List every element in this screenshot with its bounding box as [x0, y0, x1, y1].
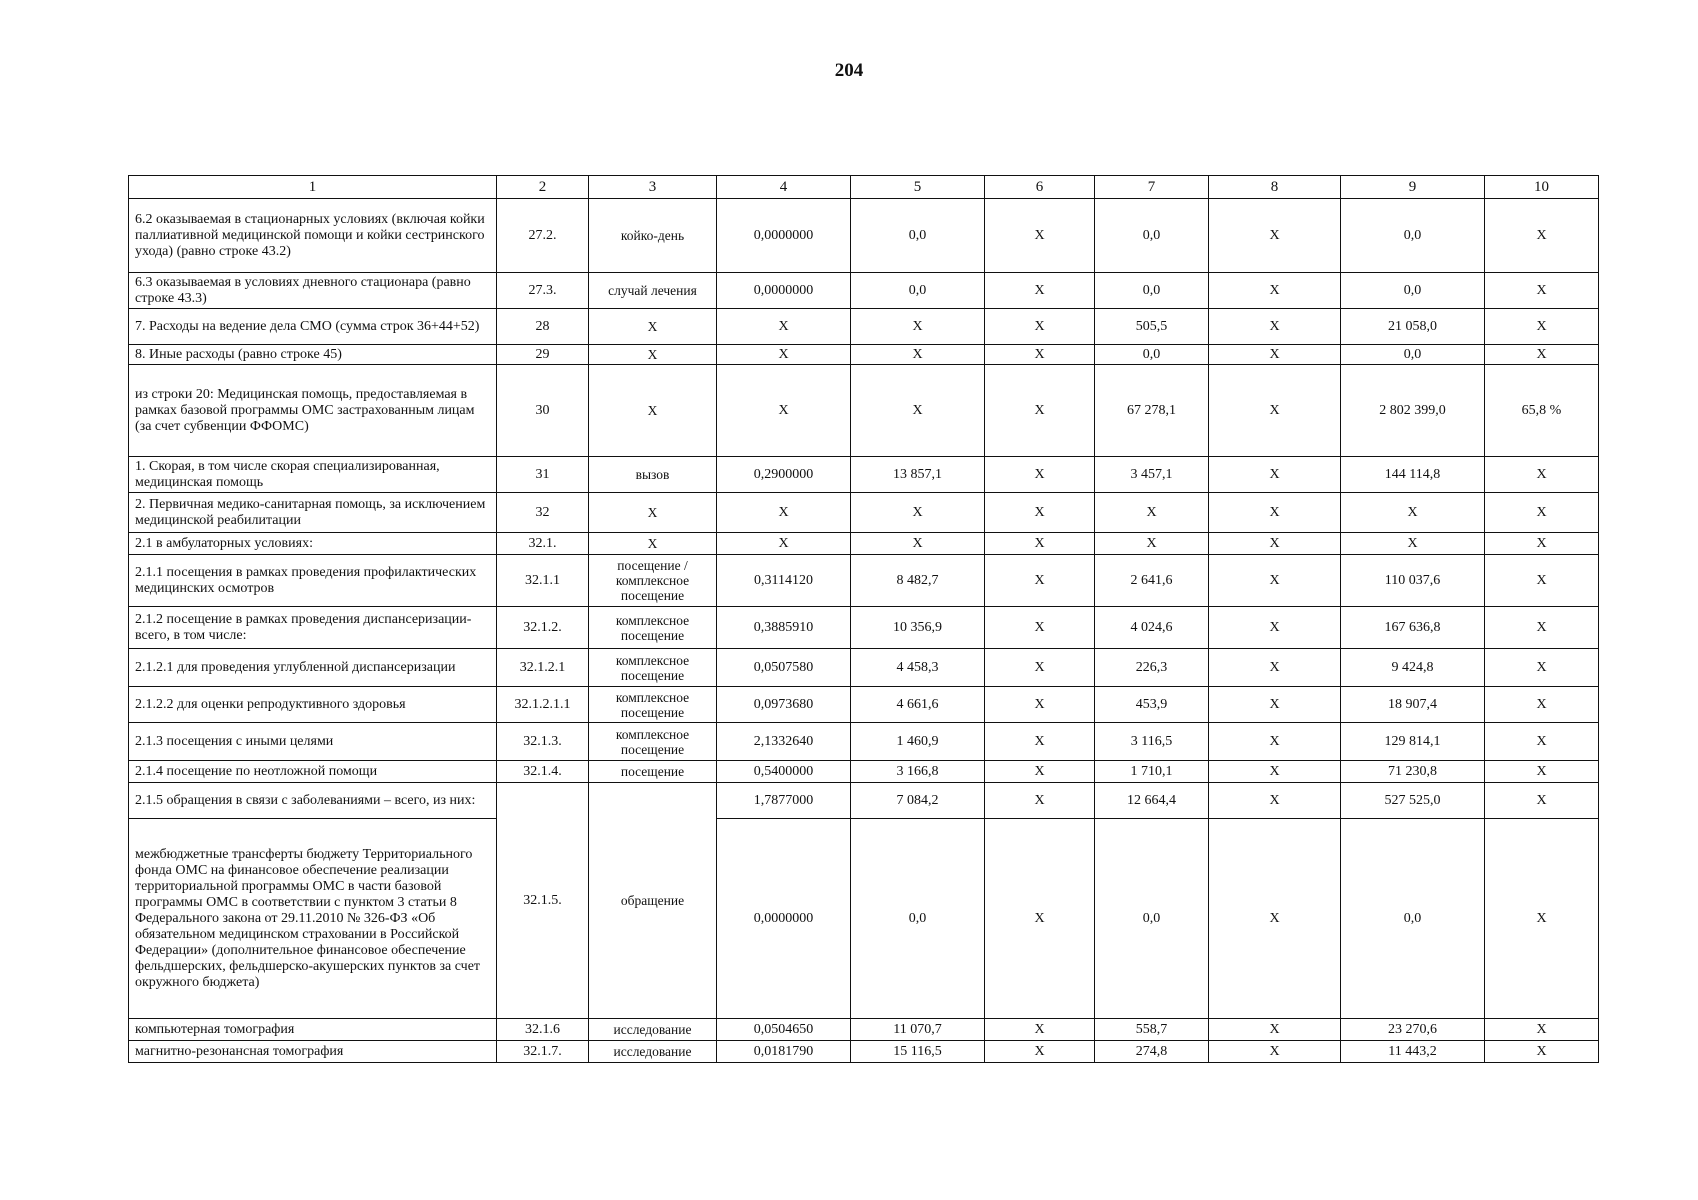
table-row — [129, 723, 1599, 761]
table-row — [129, 687, 1599, 723]
table-cell: 21 058,0 — [1341, 309, 1485, 345]
table-cell: 2.1.1 посещения в рамках проведения профилактических медицинских осмотров — [129, 555, 497, 607]
table-cell: X — [1209, 723, 1341, 761]
table-cell: 30 — [497, 365, 589, 457]
table-cell: X — [1341, 533, 1485, 555]
table-cell: X — [851, 309, 985, 345]
table-cell: комплексное посещение — [589, 723, 717, 761]
table-cell: X — [1209, 309, 1341, 345]
table-cell: X — [1209, 457, 1341, 493]
table-cell: 0,0 — [851, 273, 985, 309]
table-cell: 0,0 — [1341, 199, 1485, 273]
table-cell: X — [1209, 199, 1341, 273]
table-cell: 27.3. — [497, 273, 589, 309]
table-cell: X — [1485, 199, 1599, 273]
table-cell: X — [985, 819, 1095, 1019]
table-row — [129, 309, 1599, 345]
table-cell: магнитно-резонансная томография — [129, 1041, 497, 1063]
column-number: 2 — [497, 176, 589, 199]
table-cell: X — [589, 533, 717, 555]
table-cell: X — [985, 649, 1095, 687]
table-cell: X — [985, 345, 1095, 365]
table-cell: X — [1209, 273, 1341, 309]
table-cell: X — [717, 533, 851, 555]
table-cell: 0,0507580 — [717, 649, 851, 687]
table-cell: 0,2900000 — [717, 457, 851, 493]
table-cell: X — [985, 607, 1095, 649]
table-cell: X — [985, 199, 1095, 273]
table-cell: X — [1095, 493, 1209, 533]
table-row — [129, 555, 1599, 607]
table-cell: 32.1.3. — [497, 723, 589, 761]
table-cell: 2.1.3 посещения с иными целями — [129, 723, 497, 761]
table-cell: 2.1.2.2 для оценки репродуктивного здоровья — [129, 687, 497, 723]
table-cell: 0,3885910 — [717, 607, 851, 649]
table-cell: 1 710,1 — [1095, 761, 1209, 783]
table-cell: X — [1209, 783, 1341, 819]
table-cell: X — [1485, 273, 1599, 309]
table-cell: 2.1.4 посещение по неотложной помощи — [129, 761, 497, 783]
table-row — [129, 199, 1599, 273]
table-cell: 558,7 — [1095, 1019, 1209, 1041]
table-cell: 0,0 — [1095, 199, 1209, 273]
table-cell: 0,0973680 — [717, 687, 851, 723]
table-cell: межбюджетные трансферты бюджету Территориального фонда ОМС на финансовое обеспечение реализации территориальной программы ОМС в части базовой программы ОМС в соответствии с пунктом 3 статьи 8 Федерального закона от 29.11.2010 № 326-ФЗ «Об обязательном медицинском страховании в Российской Федерации» (дополнительное финансовое обеспечение фельдшерских, фельдшерско-акушерских пунктов за счет окружного бюджета) — [129, 819, 497, 1019]
table-cell: X — [985, 555, 1095, 607]
table-cell: 4 661,6 — [851, 687, 985, 723]
table-row — [129, 761, 1599, 783]
table-cell: 129 814,1 — [1341, 723, 1485, 761]
table-cell: обращение — [589, 783, 717, 1019]
table-cell: комплексное посещение — [589, 687, 717, 723]
table-row — [129, 533, 1599, 555]
table-cell: 6.3 оказываемая в условиях дневного стационара (равно строке 43.3) — [129, 273, 497, 309]
column-number: 7 — [1095, 176, 1209, 199]
table-cell: 0,0000000 — [717, 819, 851, 1019]
table-cell: компьютерная томография — [129, 1019, 497, 1041]
table-cell: 0,0 — [851, 819, 985, 1019]
table-cell: X — [1485, 761, 1599, 783]
table-cell: 23 270,6 — [1341, 1019, 1485, 1041]
table-cell: 28 — [497, 309, 589, 345]
table-cell: 7 084,2 — [851, 783, 985, 819]
table-cell: 2 641,6 — [1095, 555, 1209, 607]
table-cell: X — [851, 365, 985, 457]
table-cell: 7. Расходы на ведение дела СМО (сумма строк 36+44+52) — [129, 309, 497, 345]
table-cell: 67 278,1 — [1095, 365, 1209, 457]
table-cell: 0,0000000 — [717, 199, 851, 273]
table-cell: X — [1485, 457, 1599, 493]
table-cell: X — [1209, 493, 1341, 533]
table-cell: 8. Иные расходы (равно строке 45) — [129, 345, 497, 365]
table-cell: 0,3114120 — [717, 555, 851, 607]
table-cell: 527 525,0 — [1341, 783, 1485, 819]
table-cell: 0,5400000 — [717, 761, 851, 783]
table-row — [129, 493, 1599, 533]
table-cell: 3 457,1 — [1095, 457, 1209, 493]
table-cell: X — [985, 761, 1095, 783]
table-cell: X — [1485, 607, 1599, 649]
table-row — [129, 365, 1599, 457]
page-number: 204 — [834, 60, 864, 81]
table-cell: X — [1095, 533, 1209, 555]
table-cell: посещение — [589, 761, 717, 783]
table-cell: X — [589, 309, 717, 345]
table-cell: 18 907,4 — [1341, 687, 1485, 723]
table-cell: 453,9 — [1095, 687, 1209, 723]
column-number: 10 — [1485, 176, 1599, 199]
column-number: 1 — [129, 176, 497, 199]
table-cell: 32.1. — [497, 533, 589, 555]
table-cell: X — [1209, 533, 1341, 555]
table-cell: 0,0181790 — [717, 1041, 851, 1063]
table-cell: X — [851, 533, 985, 555]
table-cell: 9 424,8 — [1341, 649, 1485, 687]
table-cell: 32.1.5. — [497, 783, 589, 1019]
column-number: 3 — [589, 176, 717, 199]
table-cell: 1 460,9 — [851, 723, 985, 761]
table-cell: 2.1.2.1 для проведения углубленной диспансеризации — [129, 649, 497, 687]
table-cell: 274,8 — [1095, 1041, 1209, 1063]
table-cell: 0,0 — [1095, 273, 1209, 309]
table-cell: 27.2. — [497, 199, 589, 273]
table-cell: 4 458,3 — [851, 649, 985, 687]
table-cell: 31 — [497, 457, 589, 493]
table-cell: 10 356,9 — [851, 607, 985, 649]
table-cell: 144 114,8 — [1341, 457, 1485, 493]
table-cell: 1,7877000 — [717, 783, 851, 819]
table-row — [129, 273, 1599, 309]
table-row — [129, 1019, 1599, 1041]
table-cell: 32.1.7. — [497, 1041, 589, 1063]
table-cell: X — [985, 723, 1095, 761]
table-cell: койко-день — [589, 199, 717, 273]
table-cell: X — [589, 345, 717, 365]
table-cell: X — [1485, 649, 1599, 687]
table-cell: X — [851, 493, 985, 533]
table-cell: X — [985, 493, 1095, 533]
table-cell: X — [1485, 555, 1599, 607]
table-cell: X — [985, 1041, 1095, 1063]
column-number: 6 — [985, 176, 1095, 199]
table-cell: 226,3 — [1095, 649, 1209, 687]
table-cell: X — [1209, 345, 1341, 365]
table-cell: X — [1341, 493, 1485, 533]
column-number: 5 — [851, 176, 985, 199]
table-cell: 3 116,5 — [1095, 723, 1209, 761]
table-cell: X — [985, 1019, 1095, 1041]
column-number: 9 — [1341, 176, 1485, 199]
table-cell: 2 802 399,0 — [1341, 365, 1485, 457]
table-cell: X — [1209, 1041, 1341, 1063]
table-cell: посещение / комплексное посещение — [589, 555, 717, 607]
table-cell: 32.1.2.1.1 — [497, 687, 589, 723]
table-cell: 11 070,7 — [851, 1019, 985, 1041]
table-cell: 11 443,2 — [1341, 1041, 1485, 1063]
table-cell: X — [985, 687, 1095, 723]
table-cell: 0,0 — [1341, 273, 1485, 309]
table-row — [129, 819, 1599, 1019]
table-cell: 15 116,5 — [851, 1041, 985, 1063]
table-cell: 12 664,4 — [1095, 783, 1209, 819]
table-cell: 0,0000000 — [717, 273, 851, 309]
table-cell: 0,0 — [1341, 345, 1485, 365]
table-cell: 1. Скорая, в том числе скорая специализированная, медицинская помощь — [129, 457, 497, 493]
table-cell: исследование — [589, 1019, 717, 1041]
column-number-row — [129, 176, 1599, 199]
table-cell: 2.1.2 посещение в рамках проведения диспансеризации-всего, в том числе: — [129, 607, 497, 649]
table-cell: X — [1209, 649, 1341, 687]
table-cell: 32.1.4. — [497, 761, 589, 783]
table-cell: 2. Первичная медико-санитарная помощь, за исключением медицинской реабилитации — [129, 493, 497, 533]
table-cell: X — [1209, 761, 1341, 783]
table-cell: X — [985, 457, 1095, 493]
table-cell: 3 166,8 — [851, 761, 985, 783]
table-cell: X — [851, 345, 985, 365]
table-cell: 505,5 — [1095, 309, 1209, 345]
table-cell: комплексное посещение — [589, 649, 717, 687]
table-cell: 29 — [497, 345, 589, 365]
table-cell: X — [1209, 687, 1341, 723]
table-cell: X — [985, 533, 1095, 555]
table-cell: 2,1332640 — [717, 723, 851, 761]
table-cell: 32.1.2. — [497, 607, 589, 649]
table-cell: 0,0 — [1095, 345, 1209, 365]
table-cell: 71 230,8 — [1341, 761, 1485, 783]
table-cell: 8 482,7 — [851, 555, 985, 607]
table-cell: X — [1209, 607, 1341, 649]
table-cell: X — [589, 365, 717, 457]
table-cell: комплексное посещение — [589, 607, 717, 649]
table-cell: X — [985, 783, 1095, 819]
table-cell: X — [717, 309, 851, 345]
table-cell: 0,0 — [1341, 819, 1485, 1019]
table-cell: X — [985, 365, 1095, 457]
table-cell: из строки 20: Медицинская помощь, предоставляемая в рамках базовой программы ОМС застрахованным лицам (за счет субвенции ФФОМС) — [129, 365, 497, 457]
table-cell: X — [1485, 493, 1599, 533]
table-cell: 32.1.1 — [497, 555, 589, 607]
table-cell: 0,0504650 — [717, 1019, 851, 1041]
table-cell: 65,8 % — [1485, 365, 1599, 457]
table-cell: X — [1485, 309, 1599, 345]
table-row — [129, 345, 1599, 365]
table-cell: X — [589, 493, 717, 533]
table-cell: 13 857,1 — [851, 457, 985, 493]
table-cell: X — [1485, 533, 1599, 555]
data-table — [128, 175, 1599, 1063]
table-cell: 32.1.2.1 — [497, 649, 589, 687]
table-cell: X — [1485, 1041, 1599, 1063]
table-cell: 2.1 в амбулаторных условиях: — [129, 533, 497, 555]
table-row — [129, 457, 1599, 493]
table-cell: 32.1.6 — [497, 1019, 589, 1041]
table-cell: X — [1485, 819, 1599, 1019]
table-cell: X — [1209, 555, 1341, 607]
table-cell: 110 037,6 — [1341, 555, 1485, 607]
table-cell: X — [985, 273, 1095, 309]
table-cell: 32 — [497, 493, 589, 533]
table-cell: X — [717, 365, 851, 457]
table-cell: 2.1.5 обращения в связи с заболеваниями – всего, из них: — [129, 783, 497, 819]
table-cell: случай лечения — [589, 273, 717, 309]
table-cell: 0,0 — [1095, 819, 1209, 1019]
table-cell: X — [1485, 783, 1599, 819]
table-cell: вызов — [589, 457, 717, 493]
table-cell: X — [1485, 723, 1599, 761]
column-number: 8 — [1209, 176, 1341, 199]
table-cell: X — [1485, 345, 1599, 365]
table-cell: X — [1485, 1019, 1599, 1041]
column-number: 4 — [717, 176, 851, 199]
table-cell: X — [717, 345, 851, 365]
table-cell: 0,0 — [851, 199, 985, 273]
table-row — [129, 607, 1599, 649]
table-rows — [129, 199, 1599, 1063]
table-cell: 6.2 оказываемая в стационарных условиях (включая койки паллиативной медицинской помощи и койки сестринского ухода) (равно строке 43.2) — [129, 199, 497, 273]
table-cell: X — [1485, 687, 1599, 723]
table-cell: X — [1209, 819, 1341, 1019]
table-cell: X — [717, 493, 851, 533]
table-cell: 4 024,6 — [1095, 607, 1209, 649]
table-cell: исследование — [589, 1041, 717, 1063]
table-cell: X — [985, 309, 1095, 345]
table-cell: X — [1209, 1019, 1341, 1041]
table-cell: X — [1209, 365, 1341, 457]
table-cell: 167 636,8 — [1341, 607, 1485, 649]
table-row — [129, 649, 1599, 687]
table-row — [129, 783, 1599, 819]
table-row — [129, 1041, 1599, 1063]
